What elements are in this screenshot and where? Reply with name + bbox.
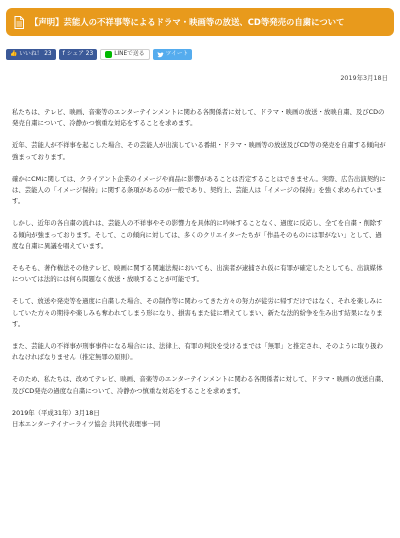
facebook-icon: f	[62, 51, 65, 57]
facebook-like-label: いいね！ 23	[19, 51, 52, 57]
twitter-bird-icon	[157, 52, 164, 58]
title-banner	[6, 8, 394, 36]
post-date: 2019年3月18日	[340, 74, 388, 82]
paragraph: 私たちは、テレビ、映画、音楽等のエンターテインメントに関わる各関係者に対して、ドラマ・映画の放送・放映自粛、及びCDの発売自粛について、冷静かつ慎重な対応をすることを求めます。	[12, 108, 385, 128]
facebook-share-label: シェア 23	[66, 51, 94, 57]
line-share-button[interactable]	[100, 49, 149, 60]
tweet-button[interactable]	[153, 49, 193, 60]
signature-organization: 日本エンターテイナーライツ協会 共同代表理事一同	[12, 420, 161, 429]
page-title: 【声明】芸能人の不祥事等によるドラマ・映画等の放送、CD等発売の自粛について	[30, 17, 345, 27]
page	[0, 8, 400, 538]
facebook-share-button[interactable]	[59, 49, 98, 60]
paragraph: そもそも、著作権法その他テレビ、映画に関する関連法規においても、出演者が逮捕され仮に有罪が確定したとしても、出演媒体については法的には何ら問題なく放送・放映することが可能です。	[12, 264, 383, 284]
signature-date: 2019年（平成31年）3月18日	[12, 408, 100, 417]
paragraph: しかし、近年の各自粛の流れは、芸能人の不祥事やその影響力を具体的に吟味することなく、過度に反応し、全てを自粛・削除する傾向が強まっております。そして、この傾向に対しては、多くのクリエイターたちが「作品そのものには罪がない」として、過度な自粛に異議を唱えています。	[12, 219, 383, 250]
thumbs-up-icon: 👍	[10, 51, 18, 57]
line-share-label: LINEで送る	[114, 51, 145, 57]
line-icon	[105, 51, 112, 58]
document-icon	[14, 16, 24, 29]
tweet-label: ツイート	[165, 51, 189, 57]
facebook-like-button[interactable]	[6, 49, 56, 60]
paragraph: 近年、芸能人が不祥事を起こした場合、その芸能人が出演している番組・ドラマ・映画等の放送及びCD等の発売を自粛する傾向が強まっております。	[12, 141, 386, 161]
article-body	[6, 107, 394, 430]
paragraph: そして、放送や発売等を過度に自粛した場合、その制作等に関わってきた方々の努力が徒労に帰すだけではなく、それを楽しみにしていた方々の期待や楽しみも奪われてしまう形になり、損害もまた徒に増えてしまい、新たな法的紛争を生み出す結果になります。	[12, 297, 383, 328]
paragraph: 確かにCMに関しては、クライアント企業のイメージや商品に影響があることは否定することはできません。実際、広告出演契約には、芸能人の「イメージ保持」に関する条項があるのが一般であり、契約上、芸能人は「イメージの保持」を強く求められています。	[12, 174, 386, 206]
share-buttons	[6, 49, 394, 61]
paragraph: また、芸能人の不祥事が刑事事件になる場合には、法律上、有罪の判決を受けるまでは「無罪」と推定され、そのように取り扱われなければなりません（推定無罪の原則）。	[12, 342, 384, 362]
paragraph: そのため、私たちは、改めてテレビ、映画、音楽等のエンターテインメントに関わる各関係者に対して、ドラマ・映画の放送自粛、及びCD発売の過度な自粛について、冷静かつ慎重な対応をすることを求めます。	[12, 375, 388, 395]
